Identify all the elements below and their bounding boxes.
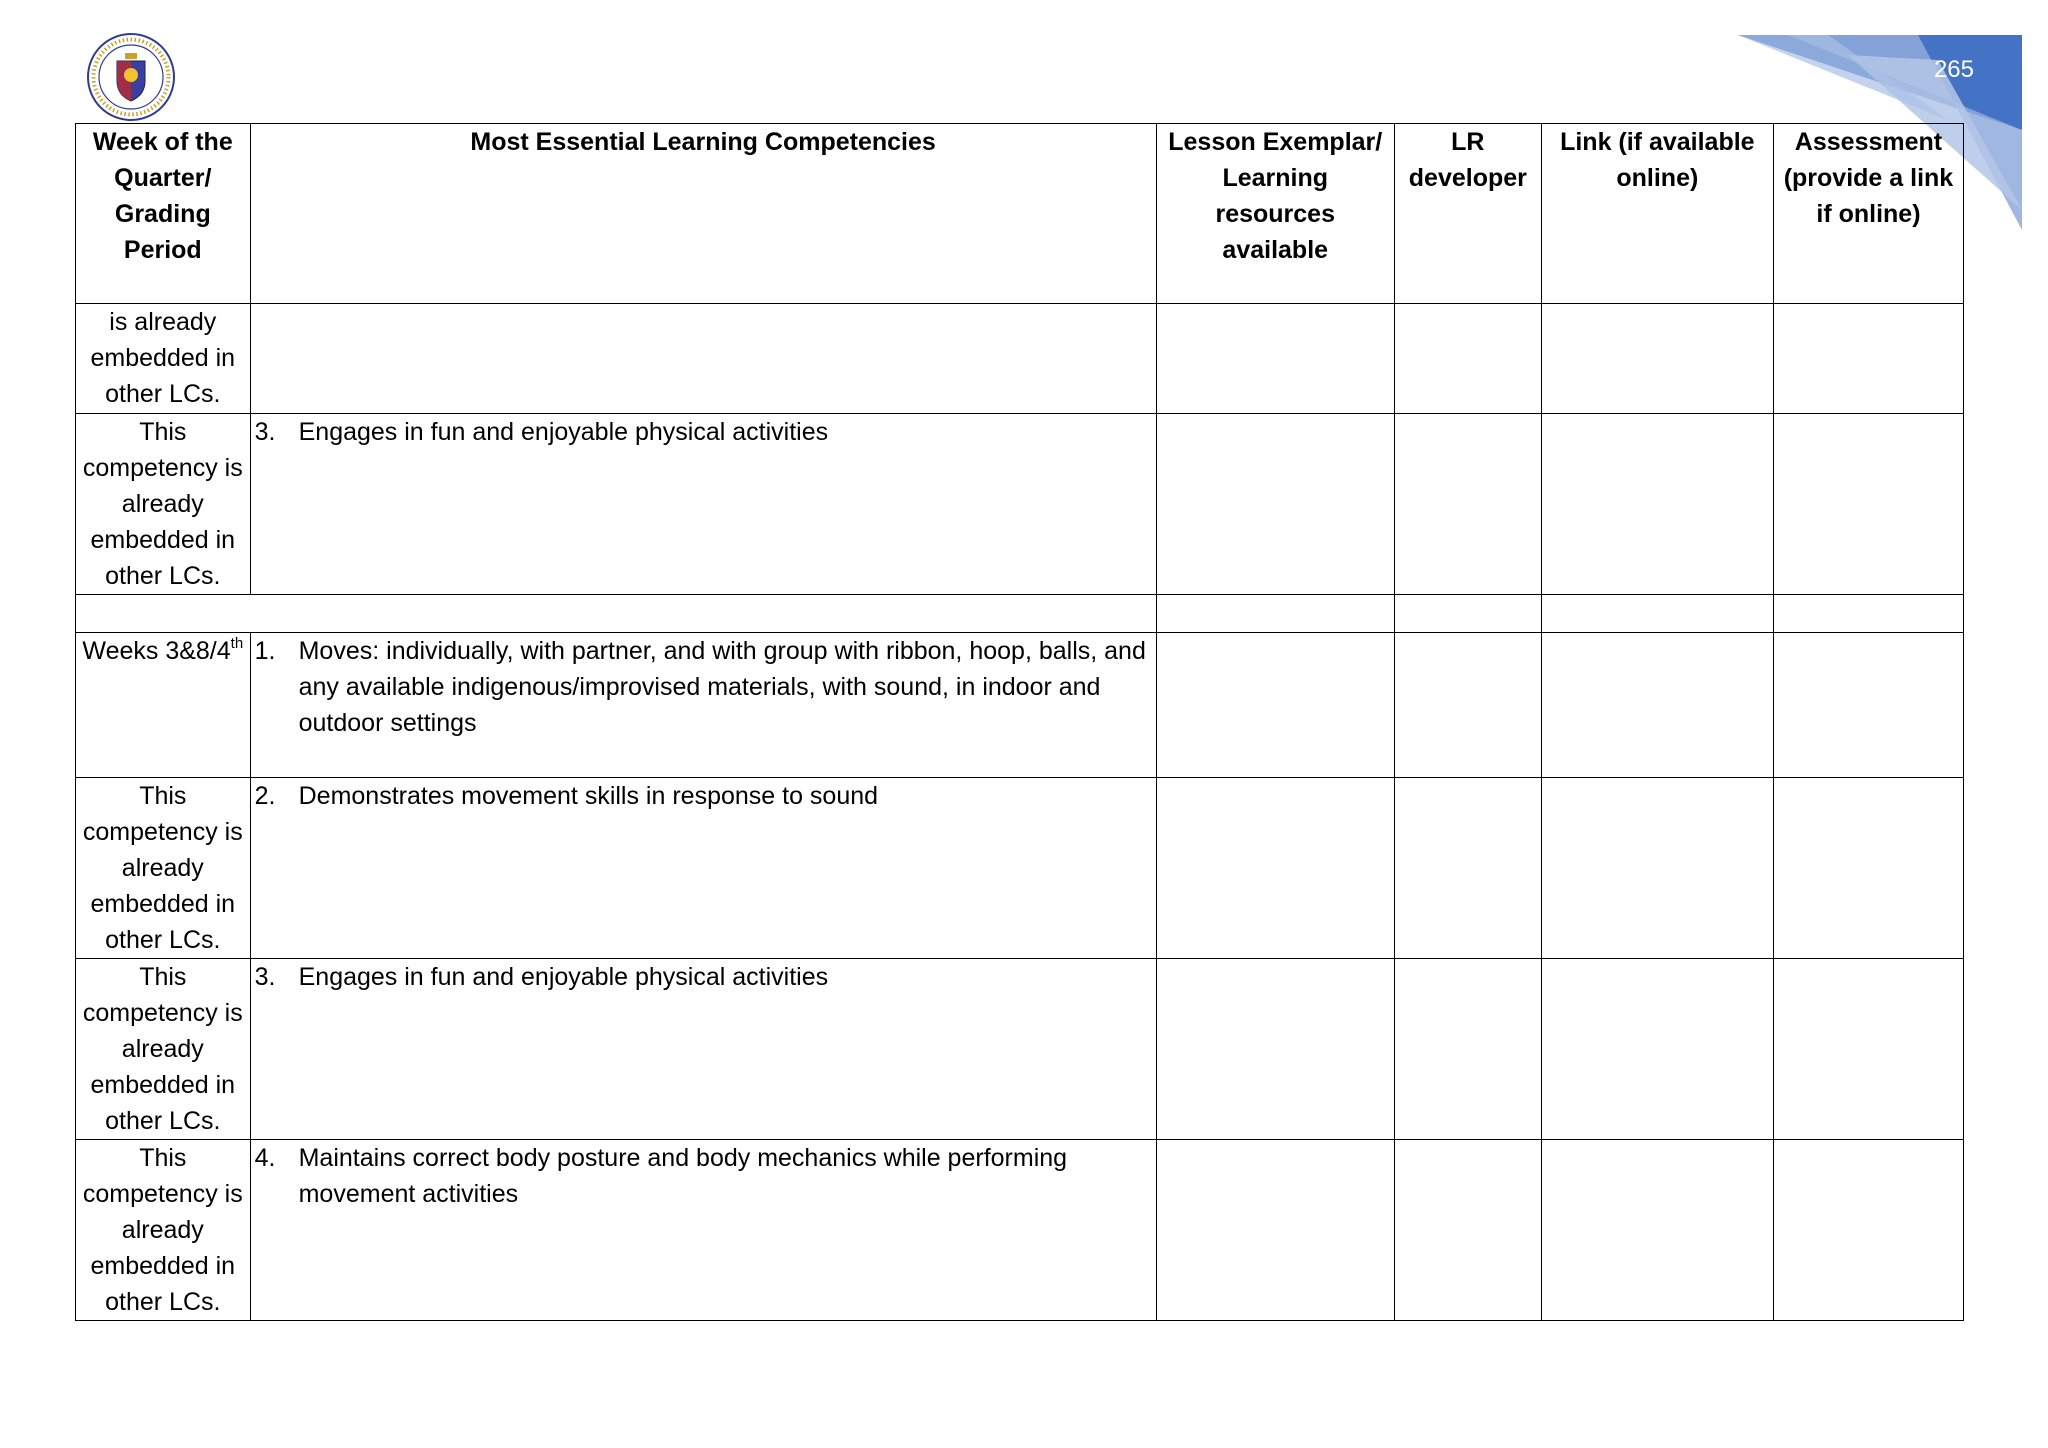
competency-text: Moves: individually, with partner, and with group with ribbon, hoop, balls, and any available indigenous/improvised materials, with sound, in indoor and outdoor settings xyxy=(298,637,1146,737)
table-row xyxy=(76,778,1964,959)
assessment-cell xyxy=(1773,595,1963,633)
lr-cell xyxy=(1394,1140,1541,1321)
competency-text: Maintains correct body posture and body mechanics while performing movement activities xyxy=(298,1144,1068,1208)
competency-number: 1. xyxy=(254,637,276,665)
table-row xyxy=(76,414,1964,595)
lr-cell xyxy=(1394,595,1541,633)
lesson-cell xyxy=(1156,595,1394,633)
competency-cell xyxy=(250,414,1156,595)
lesson-cell xyxy=(1156,414,1394,595)
assessment-cell xyxy=(1773,304,1963,414)
link-cell xyxy=(1541,633,1773,778)
lesson-cell xyxy=(1156,1140,1394,1321)
link-cell xyxy=(1541,959,1773,1140)
lr-cell xyxy=(1394,304,1541,414)
link-cell xyxy=(1541,414,1773,595)
lesson-cell xyxy=(1156,959,1394,1140)
lr-cell xyxy=(1394,959,1541,1140)
column-header-assessment: Assessment (provide a link if online) xyxy=(1773,124,1963,304)
lr-cell xyxy=(1394,414,1541,595)
spacer-cell xyxy=(76,595,1157,633)
column-header-week: Week of the Quarter/ Grading Period xyxy=(76,124,251,304)
table-row xyxy=(76,959,1964,1140)
competency-table xyxy=(75,123,1964,1321)
lesson-cell xyxy=(1156,304,1394,414)
link-cell xyxy=(1541,304,1773,414)
page-number: 265 xyxy=(1933,56,1974,83)
competency-cell xyxy=(250,959,1156,1140)
competency-number: 3. xyxy=(254,418,276,446)
table-row xyxy=(76,304,1964,414)
link-cell xyxy=(1541,778,1773,959)
week-cell: This competency is already embedded in other LCs. xyxy=(76,959,251,1140)
competency-text: Engages in fun and enjoyable physical activities xyxy=(298,963,829,991)
assessment-cell xyxy=(1773,778,1963,959)
assessment-cell xyxy=(1773,1140,1963,1321)
competency-cell xyxy=(250,1140,1156,1321)
week-cell: is already embedded in other LCs. xyxy=(76,304,251,414)
competency-cell xyxy=(250,778,1156,959)
link-cell xyxy=(1541,1140,1773,1321)
assessment-cell xyxy=(1773,414,1963,595)
lr-cell xyxy=(1394,778,1541,959)
week-cell: Weeks 3&8/4th xyxy=(76,633,251,778)
table-row-spacer xyxy=(76,595,1964,633)
assessment-cell xyxy=(1773,633,1963,778)
competency-cell xyxy=(250,633,1156,778)
column-header-link: Link (if available online) xyxy=(1541,124,1773,304)
table-header-row xyxy=(76,124,1964,304)
lr-cell xyxy=(1394,633,1541,778)
competency-number: 3. xyxy=(254,963,276,991)
table-row xyxy=(76,633,1964,778)
competency-text: Engages in fun and enjoyable physical activities xyxy=(298,418,829,446)
week-cell: This competency is already embedded in other LCs. xyxy=(76,778,251,959)
column-header-lr-developer: LR developer xyxy=(1394,124,1541,304)
competency-cell xyxy=(250,304,1156,414)
seal-icon xyxy=(87,33,175,121)
week-cell: This competency is already embedded in other LCs. xyxy=(76,414,251,595)
assessment-cell xyxy=(1773,959,1963,1140)
competency-text: Demonstrates movement skills in response to sound xyxy=(298,782,879,810)
lesson-cell xyxy=(1156,778,1394,959)
competency-number: 4. xyxy=(254,1144,276,1172)
table-row xyxy=(76,1140,1964,1321)
week-cell: This competency is already embedded in other LCs. xyxy=(76,1140,251,1321)
column-header-lesson-exemplar: Lesson Exemplar/ Learning resources available xyxy=(1156,124,1394,304)
column-header-competencies: Most Essential Learning Competencies xyxy=(250,124,1156,304)
competency-number: 2. xyxy=(254,782,276,810)
link-cell xyxy=(1541,595,1773,633)
lesson-cell xyxy=(1156,633,1394,778)
